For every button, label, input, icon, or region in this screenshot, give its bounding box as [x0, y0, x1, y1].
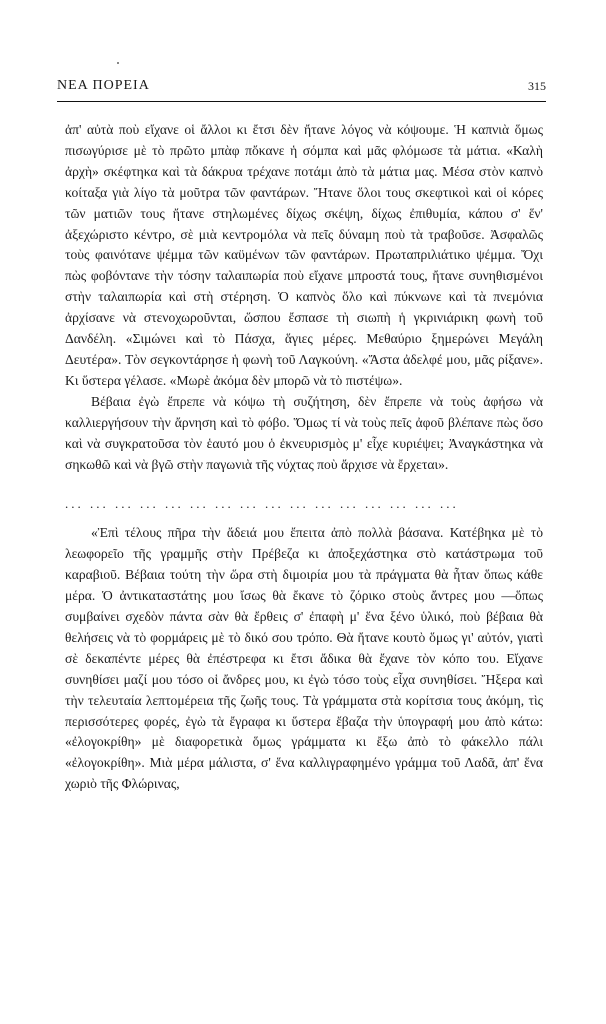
- page-number: 315: [528, 79, 546, 93]
- body-text: [65, 120, 543, 795]
- journal-title: ΝΕΑ ΠΟΡΕΙΑ: [57, 78, 150, 93]
- print-speck: [117, 62, 119, 64]
- paragraph-3: «Ἐπὶ τέλους πῆρα τὴν ἄδειά μου ἔπειτα ἀπὸ πολλὰ βάσανα. Κατέβηκα μὲ τὸ λεωφορεῖο τῆς γραμμῆς στὴν Πρέβεζα κι ἀποξεχάστηκα στὸ κατάστρωμα τοῦ καραβιοῦ. Βέβαια τούτη τὴν ὥρα στὴ διμοιρία μου τὰ πράγματα θὰ ἦταν ὅπως κάθε μέρα. Ὁ ἀντικαταστάτης μου ἴσως θὰ ἔκανε τὸ ζόρικο στοὺς ἄντρες μου —ὅπως συμβαίνει σχεδὸν πάντα σὰν θὰ ἔρθεις σ' ἐπαφὴ μ' ἕνα ξένο ὑλικό, ποὺ βέβαια θὰ θελήσεις νὰ τὸ φορμάρεις μὲ τὸ δικό σου τρόπο. Θὰ ἤτανε κουτὸ ὅμως γι' αὐτόν, γιατὶ σὲ δεκαπέντε μέρες θὰ ἐπέστρεφα κι ἔτσι ἄδικα θὰ ἔχανε τὸν κόπο του. Εἴχανε συνηθίσει μαζί μου τόσο οἱ ἄνδρες μου, κι ἐγὼ τόσο τοὺς εἶχα συνηθίσει. Ἤξερα καὶ τὴν τελευταία λεπτομέρεια τῆς ζωῆς τους. Τὰ γράμματα στὰ κορίτσια τους ἀκόμη, τὶς περισσότερες φορές, ἐγὼ τὰ ἔγραφα κι ὕστερα ἔβαζα τὴν ὑπογραφή μου ἀπὸ κάτω: «ἐλογοκρίθη» μὲ διαφορετικὰ ὅμως γράμματα κι ἔξω ἀπὸ τὸ φάκελλο πάλι «ἐλογοκρίθη». Μιὰ μέρα μάλιστα, σ' ἕνα καλλιγραφημένο γράμμα τοῦ Λαδᾶ, ἀπ' ἕνα χωριὸ τῆς Φλώρινας,: [65, 525, 543, 792]
- paragraph-2: Βέβαια ἐγὼ ἔπρεπε νὰ κόψω τὴ συζήτηση, δὲν ἔπρεπε νὰ τοὺς ἀφήσω νὰ καλλιεργήσουν τὴν ἄρνηση καὶ τὸ φόβο. Ὅμως τί νὰ τοὺς πεῖς ἀφοῦ βλέπανε πὼς ὅσο καὶ νὰ συγκρατοῦσα τὸν ἑαυτό μου ὁ ἐκνευρισμὸς μ' εἶχε κυριέψει; Ἀναγκάστηκα νὰ σηκωθῶ καὶ νὰ βγῶ στὴν παγωνιὰ τῆς νύχτας ποὺ ἄρχισε νὰ ἔρχεται».: [65, 393, 543, 472]
- header-rule: [57, 101, 546, 102]
- paragraph-1: ἀπ' αὐτὰ ποὺ εἴχανε οἱ ἄλλοι κι ἔτσι δὲν ἤτανε λόγος νὰ κόψουμε. Ἡ καπνιὰ ὅμως πισωγύρισε μὲ τὸ πρῶτο μπὰφ πὄκανε ἡ σόμπα καὶ μᾶς φλόμωσε τὰ μάτια. «Καλὴ ἀρχὴ» σκέφτηκα καὶ τὰ δάκρυα τρέχανε ποτάμι ἀπὸ τὰ μάτια μας. Μέσα στὸν καπνὸ κοίταξα γιὰ λίγο τὰ μοῦτρα τῶν φαντάρων. Ἤτανε ὅλοι τους σκεφτικοὶ καὶ οἱ κόρες τῶν ματιῶν τους ἤτανε στηλωμένες δίχως σκέψη, δίχως ἐπιθυμία, κάπου σ' ἕν' ἀξεχώριστο κέντρο, σὲ μιὰ κεντρομόλα νὰ πεῖς δύναμη ποὺ τὰ τραβοῦσε. Ἀσφαλῶς τοὺς φαινότανε ψέμμα τῶν καϋμένων τῶν φαντάρων. Πρωταπριλιάτικο ψέμμα. Ὄχι πὼς φοβόντανε τὴν τόσην ταλαιπωρία ποὺ εἴχανε μπροστά τους, ἤτανε συνηθισμένοι στὴν ταλαιπωρία καὶ στὴ στέρηση. Ὁ καπνὸς ὅλο καὶ πύκνωνε καὶ τὰ πνεμόνια ἀρχίσανε νὰ στενοχωροῦνται, ὥσπου ἔσπασε τὴ σιωπὴ ἡ γκρινιάρικη φωνὴ τοῦ Δανδέλη. «Σιμώνει καὶ τὸ Πάσχα, ἅγιες μέρες. Μεθαύριο ξημερώνει Μεγάλη Δευτέρα». Τὸν σεγκοντάρησε ἡ φωνὴ τοῦ Λαγκούνη. «Ἄστα ἀδελφέ μου, μᾶς ρίξανε». Κι ὕστερα γέλασε. «Μωρὲ ἀκόμα δὲν μπορῶ νὰ τὸ πιστέψω».: [65, 122, 543, 388]
- running-header: [57, 78, 546, 98]
- section-separator: ... ... ... ... ... ... ... ... ... ... ... ... ... ... ... ...: [65, 497, 459, 512]
